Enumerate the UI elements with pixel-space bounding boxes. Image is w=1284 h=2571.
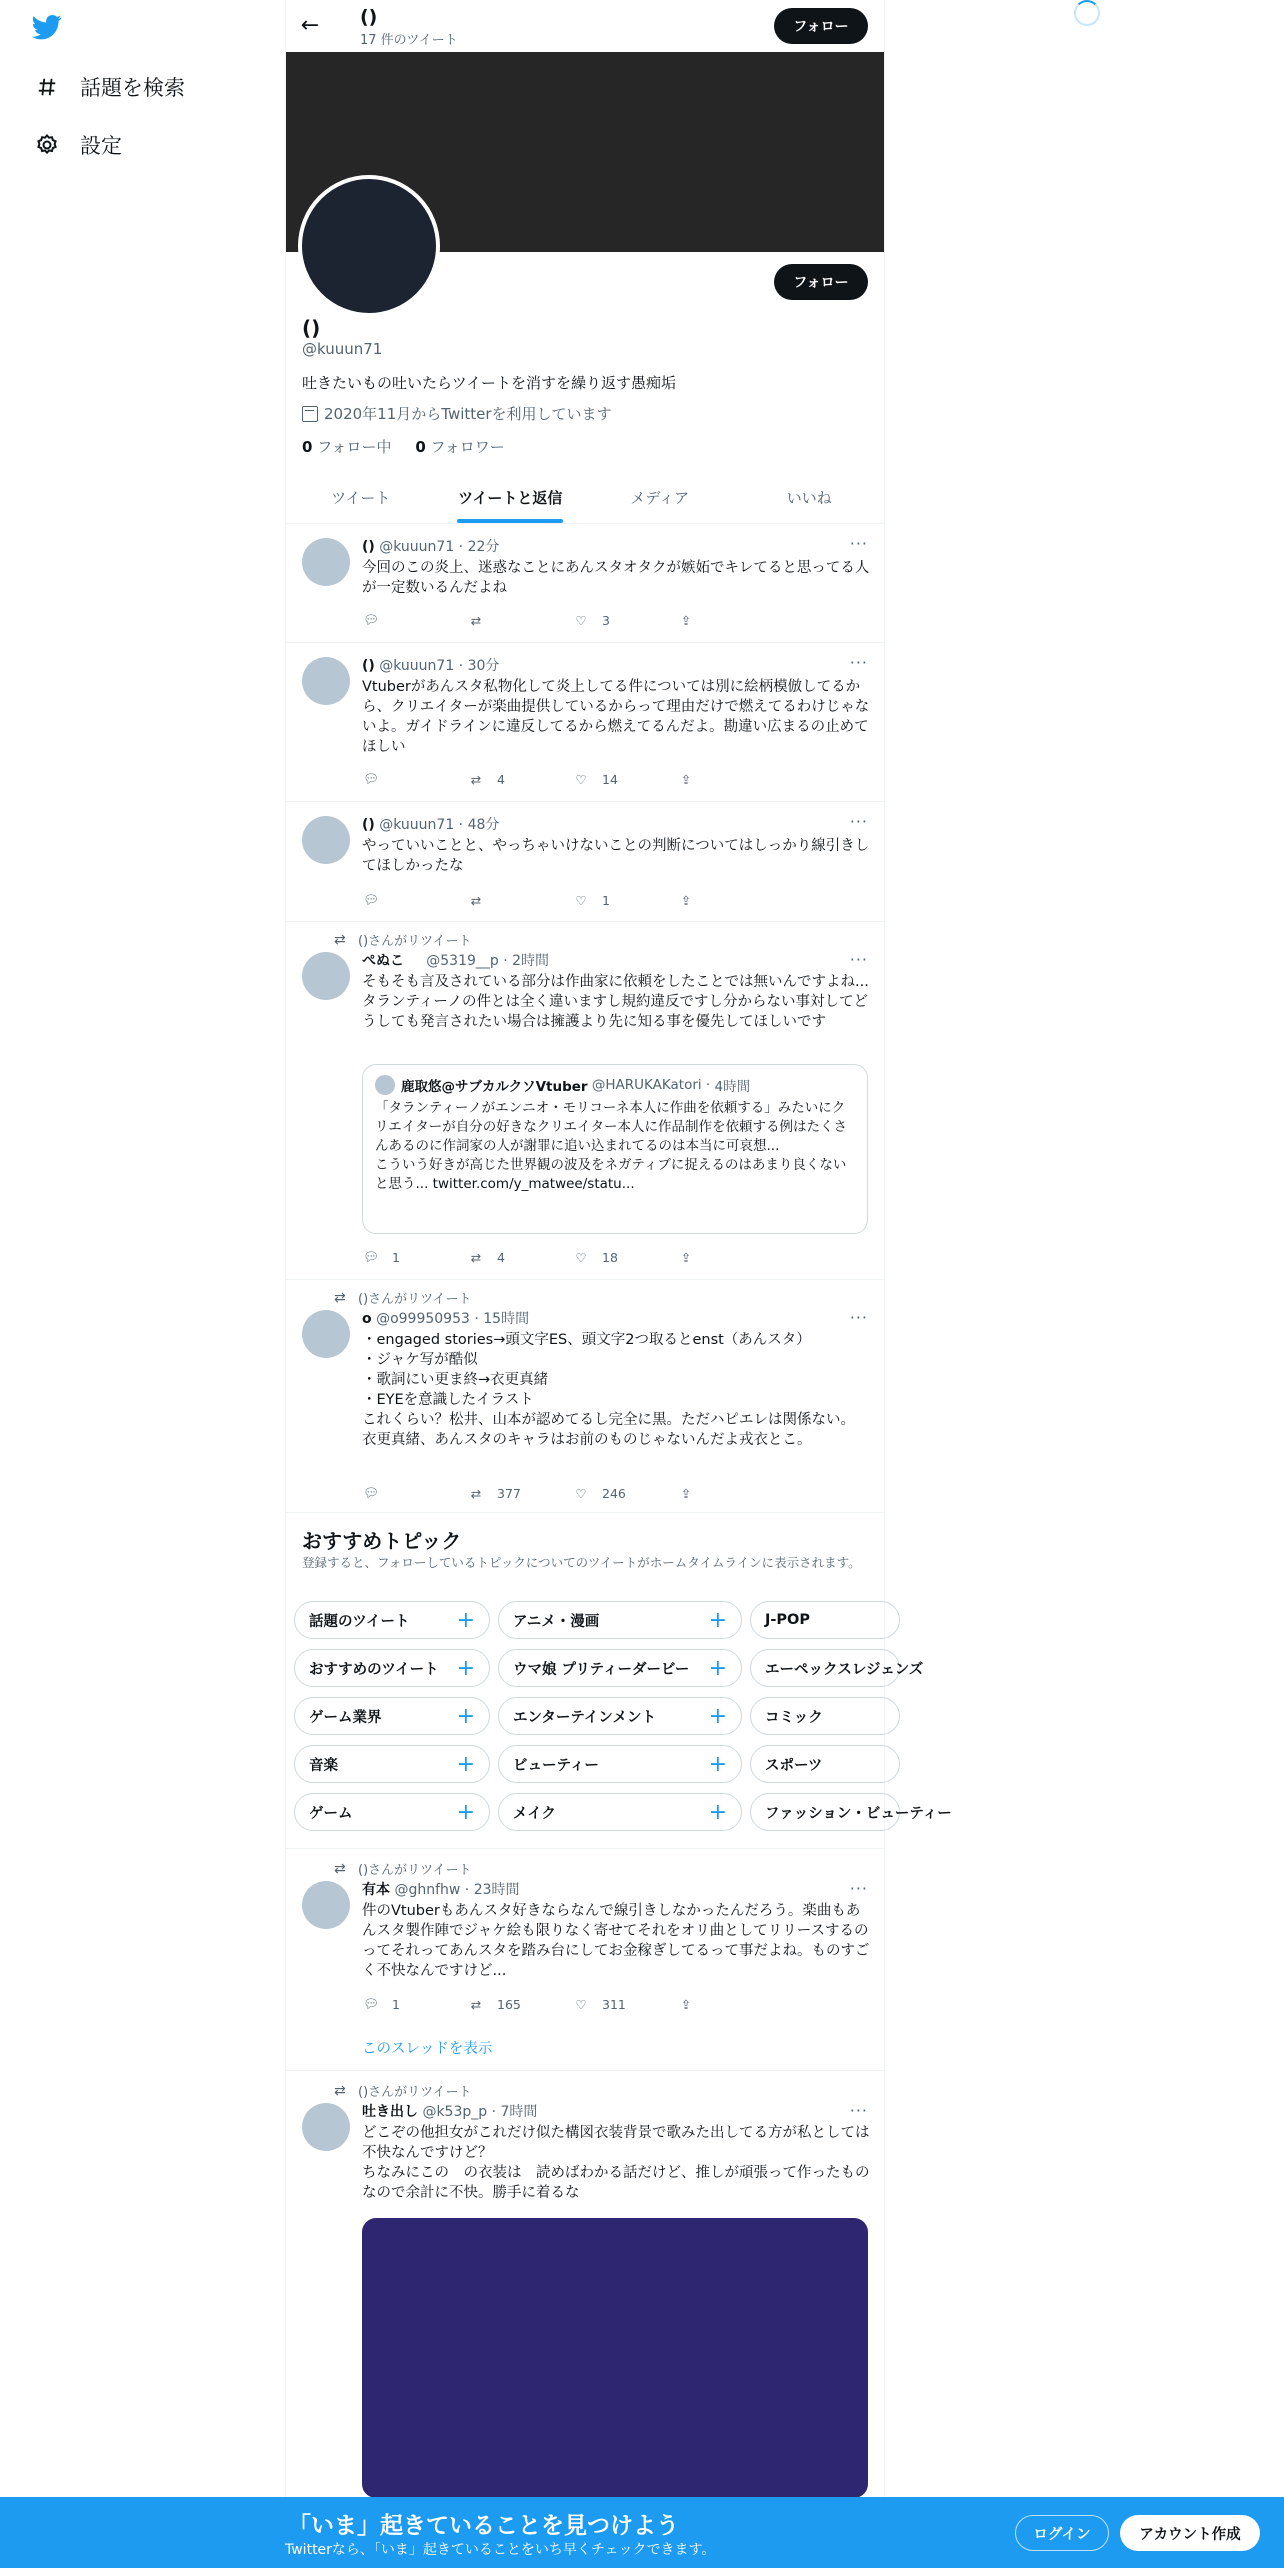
topic-chip[interactable]: [294, 1697, 490, 1735]
tweet-header: 有本 @ghnfhw · 23時間: [362, 1882, 520, 1898]
tweet-text: そもそも言及されている部分は作曲家に依頼をしたことでは無いんですよね...タランティーノの件とは全く違いますし規約違反ですし分からない事対してどうしても発言されたい場合は擁護より先に知る事を優先してほしいです: [362, 974, 869, 1030]
following-label: フォロー中: [317, 438, 392, 456]
retweet-icon: ⇄: [470, 1996, 482, 2012]
tweet[interactable]: [286, 1280, 884, 1513]
tweet-handle[interactable]: @ghnfhw: [394, 1882, 461, 1898]
like-button[interactable]: [572, 1993, 677, 2015]
tweet-time[interactable]: 30分: [467, 658, 500, 674]
tweet-handle[interactable]: @5319__p: [426, 953, 499, 969]
tweet-handle[interactable]: @kuuun71: [379, 539, 455, 555]
quote-text: 「タランティーノがエンニオ・モリコーネ本人に作曲を依頼する」みたいにクリエイターが自分の好きなクリエイター本人に作品制作を依頼する例はたくさんあるのに作詞家の人が謝罪に追い込まれてるのは本当に可哀想... こういう好きが高じた世界観の波及をネガティブに捉えるのはあまり良くないと思う... twitter.com/y_matwee/statu...: [375, 1100, 847, 1192]
topic-label: おすすめのツイート: [309, 1661, 439, 1678]
retweet-button[interactable]: [467, 1993, 572, 2015]
plus-icon: +: [456, 1655, 475, 1681]
retweet-button[interactable]: [467, 1482, 572, 1504]
topics-subtitle: 登録すると、フォローしているトピックについてのツイートがホームタイムラインに表示されます。: [302, 1555, 861, 1570]
plus-icon: +: [456, 1703, 475, 1729]
top-bar: [286, 0, 884, 52]
gear-icon: [34, 132, 60, 158]
tweet-avatar[interactable]: [302, 2103, 350, 2151]
tweet-header: 吐き出し @k53p_p · 7時間: [362, 2104, 538, 2120]
topic-chip[interactable]: [750, 1697, 900, 1735]
tweet-body: [362, 1308, 870, 1450]
topic-chip[interactable]: [750, 1601, 900, 1639]
retweet-button[interactable]: [467, 1246, 572, 1268]
retweet-icon: ⇄: [470, 1249, 482, 1265]
tweet-author[interactable]: 吐き出し: [362, 2104, 418, 2120]
tweet-body: [362, 950, 870, 1032]
tweet-time[interactable]: 15時間: [483, 1311, 530, 1327]
reply-icon: 💬︎: [363, 1996, 379, 2011]
plus-icon: +: [456, 1751, 475, 1777]
share-button[interactable]: [677, 1993, 782, 2015]
tweet-text: やっていいことと、やっちゃいけないことの判断についてはしっかり線引きしてほしかったな: [362, 838, 870, 874]
tweet-header: () @kuuun71 · 48分: [362, 817, 500, 833]
profile-follow-stats: [302, 436, 505, 457]
topic-label: ゲーム: [309, 1805, 353, 1822]
tweet-time[interactable]: 48分: [467, 817, 500, 833]
plus-icon: +: [708, 1655, 727, 1681]
recommended-topics: [286, 1513, 952, 1849]
tweet[interactable]: [286, 524, 884, 643]
topic-label: ゲーム業界: [309, 1709, 382, 1726]
tweet-header: () @kuuun71 · 22分: [362, 539, 500, 555]
reply-count: 1: [392, 1249, 400, 1265]
more-icon[interactable]: ···: [849, 2101, 868, 2120]
heart-icon: ♡: [575, 612, 587, 628]
profile-joined: [302, 403, 612, 424]
topic-label: エーペックスレジェンズ: [765, 1661, 924, 1678]
more-icon[interactable]: ···: [849, 534, 868, 553]
tweet[interactable]: [286, 922, 884, 1280]
reply-button[interactable]: [362, 768, 467, 790]
like-button[interactable]: [572, 1482, 677, 1504]
share-icon: ⇪: [680, 1249, 692, 1265]
retweet-count: 4: [497, 1249, 505, 1265]
retweeted-by[interactable]: ()さんがリツイート: [358, 1863, 472, 1878]
tweet-author[interactable]: o: [362, 1311, 372, 1327]
tweet-text: Vtuberがあんスタ私物化して炎上してる件については別に絵柄模倣してるから、クリエイターが楽曲提供しているからって理由だけで燃えてるわけじゃないよ。ガイドラインに違反してるから燃えてるんだよ。勘違い広まるの止めてほしい: [362, 679, 870, 755]
retweet-count: 4: [497, 771, 505, 787]
tweet-handle[interactable]: @kuuun71: [379, 817, 455, 833]
reply-icon: 💬︎: [363, 771, 379, 786]
like-button[interactable]: [572, 609, 677, 631]
reply-button[interactable]: [362, 1993, 467, 2015]
nav-explore[interactable]: [34, 67, 185, 107]
tweet-body: [362, 655, 870, 757]
tweet[interactable]: [286, 643, 884, 802]
topic-label: ファッション・ビューティー: [765, 1805, 952, 1822]
profile-follow-button[interactable]: フォロー: [774, 264, 868, 300]
more-icon[interactable]: ···: [849, 950, 868, 969]
tweet-actions: [362, 1993, 782, 2015]
header-follow-button[interactable]: フォロー: [774, 8, 868, 44]
retweeted-by[interactable]: ()さんがリツイート: [358, 2085, 472, 2100]
topic-label: J-POP: [765, 1612, 810, 1628]
plus-icon: +: [708, 1799, 727, 1825]
reply-button[interactable]: [362, 889, 467, 911]
more-icon[interactable]: ···: [849, 1879, 868, 1898]
plus-icon: +: [708, 1751, 727, 1777]
topic-chip[interactable]: [498, 1697, 742, 1735]
tweet-actions: [362, 889, 782, 911]
share-button[interactable]: [677, 1482, 782, 1504]
retweet-icon: ⇄: [334, 1289, 346, 1306]
share-icon: ⇪: [680, 612, 692, 628]
reply-button[interactable]: [362, 1246, 467, 1268]
share-button[interactable]: [677, 768, 782, 790]
retweeted-by[interactable]: ()さんがリツイート: [358, 1292, 472, 1307]
followers-count: 0: [415, 438, 426, 456]
retweeted-by[interactable]: ()さんがリツイート: [358, 934, 472, 949]
topic-label: スポーツ: [765, 1757, 823, 1774]
plus-icon: +: [456, 1799, 475, 1825]
login-button[interactable]: ログイン: [1015, 2515, 1109, 2551]
like-count: 14: [602, 771, 618, 787]
tweet-avatar[interactable]: [302, 952, 350, 1000]
retweet-icon: ⇄: [334, 931, 346, 948]
retweet-icon: ⇄: [470, 771, 482, 787]
following-link[interactable]: [302, 438, 391, 456]
like-count: 246: [602, 1485, 626, 1501]
like-count: 311: [602, 1996, 626, 2012]
topic-chip[interactable]: [294, 1601, 490, 1639]
left-nav: [0, 0, 285, 2568]
more-icon[interactable]: ···: [849, 653, 868, 672]
plus-icon: +: [708, 1703, 727, 1729]
tweet-header: () @kuuun71 · 30分: [362, 658, 500, 674]
retweet-icon: ⇄: [334, 1860, 346, 1877]
tab-media[interactable]: メディア: [630, 489, 690, 507]
profile-bio: 吐きたいもの吐いたらツイートを消すを繰り返す愚痴垢: [302, 374, 676, 392]
header-name: (): [360, 6, 378, 28]
tweet-body: [362, 1879, 870, 1981]
retweet-count: 165: [497, 1996, 521, 2012]
tweet-author[interactable]: (): [362, 539, 375, 555]
tweet-actions: [362, 1482, 782, 1504]
header-tweet-count: 17 件のツイート: [360, 33, 458, 48]
reply-icon: 💬︎: [363, 1249, 379, 1264]
tab-likes[interactable]: いいね: [786, 489, 832, 507]
tweet-actions: [362, 1246, 782, 1268]
more-icon[interactable]: ···: [849, 1308, 868, 1327]
heart-icon: ♡: [575, 1996, 587, 2012]
tweet-body: [362, 2101, 870, 2203]
retweet-icon: ⇄: [470, 892, 482, 908]
topic-label: ビューティー: [513, 1757, 599, 1774]
tweet-actions: [362, 609, 782, 631]
reply-icon: 💬︎: [363, 892, 379, 907]
retweet-icon: ⇄: [470, 1485, 482, 1501]
banner-subtitle: Twitterなら、「いま」起きていることをいち早くチェックできます。: [285, 2542, 716, 2558]
like-button[interactable]: [572, 889, 677, 911]
tweet-handle[interactable]: @o99950953: [376, 1311, 470, 1327]
profile-avatar[interactable]: [298, 175, 440, 317]
heart-icon: ♡: [575, 892, 587, 908]
reply-button[interactable]: [362, 1482, 467, 1504]
retweet-button[interactable]: [467, 889, 572, 911]
tab-tweets[interactable]: ツイート: [331, 489, 391, 507]
retweet-indicator: [334, 1859, 472, 1878]
topic-chip[interactable]: [750, 1793, 952, 1831]
main-column: [285, 0, 952, 2568]
like-button[interactable]: [572, 768, 677, 790]
share-icon: ⇪: [680, 892, 692, 908]
topic-chip[interactable]: [498, 1745, 742, 1783]
tweet-author[interactable]: 有本: [362, 1882, 390, 1898]
topic-chip[interactable]: [498, 1649, 742, 1687]
like-count: 3: [602, 612, 610, 628]
tweet-avatar[interactable]: [302, 1881, 350, 1929]
reply-icon: 💬︎: [363, 612, 379, 627]
tweet-text: どこぞの他担女がこれだけ似た構図衣装背景で歌みた出してる方が私としては不快なんですけど？ ちなみにこの の衣装は 読めばわかる話だけど、推しが頑張って作ったものなので余計に不快。勝手に着るな: [362, 2125, 870, 2201]
share-button[interactable]: [677, 609, 782, 631]
tweet-header: o @o99950953 · 15時間: [362, 1311, 530, 1327]
plus-icon: +: [708, 1607, 727, 1633]
twitter-logo-icon[interactable]: [30, 12, 66, 44]
signup-banner: [0, 2497, 1284, 2568]
nav-explore-label: 話題を検索: [80, 76, 185, 100]
heart-icon: ♡: [575, 1485, 587, 1501]
quote-time: 4時間: [714, 1079, 751, 1095]
topic-chip[interactable]: [294, 1745, 490, 1783]
tweet-text: ・engaged stories→頭文字ES、頭文字2つ取るとenst（あんスタ） ・ジャケ写が酷似 ・歌詞にい更ま終→衣更真緒 ・EYEを意識したイラスト これくらい？松井、山本が認めてるし完全に黒。ただハピエレは関係ない。 衣更真緒、あんスタのキャラはお前のものじゃないんだよ戎衣とこ。: [362, 1332, 855, 1448]
heart-icon: ♡: [575, 1249, 587, 1265]
profile-name: (): [302, 316, 321, 340]
topic-chip[interactable]: [498, 1793, 742, 1831]
tweet-avatar[interactable]: [302, 657, 350, 705]
following-count: 0: [302, 438, 313, 456]
tweet-avatar[interactable]: [302, 1310, 350, 1358]
quote-tweet[interactable]: [362, 1064, 868, 1234]
share-icon: ⇪: [680, 1485, 692, 1501]
tweet[interactable]: [286, 2071, 884, 2571]
share-button[interactable]: [677, 889, 782, 911]
reply-icon: 💬︎: [363, 1485, 379, 1500]
retweet-button[interactable]: [467, 768, 572, 790]
profile-handle: @kuuun71: [302, 340, 383, 358]
plus-icon: +: [456, 1607, 475, 1633]
topic-label: ウマ娘 プリティーダービー: [513, 1661, 690, 1678]
back-arrow-icon[interactable]: ←: [300, 13, 320, 38]
tweet-time[interactable]: 23時間: [473, 1882, 520, 1898]
topic-label: エンターテインメント: [513, 1709, 656, 1726]
retweet-count: 377: [497, 1485, 521, 1501]
reply-count: 1: [392, 1996, 400, 2012]
tweet-time[interactable]: 2時間: [512, 953, 550, 969]
signup-button[interactable]: アカウント作成: [1120, 2515, 1260, 2551]
tweet-author[interactable]: (): [362, 658, 375, 674]
quote-avatar: [375, 1075, 395, 1095]
profile-tabs: [286, 472, 884, 524]
tweet-text: 今回のこの炎上、迷惑なことにあんスタオタクが嫉妬でキレてると思ってる人が一定数いるんだよね: [362, 560, 870, 596]
tweet-author[interactable]: ぺぬこ: [362, 953, 404, 969]
tweet-body: [362, 814, 870, 876]
topic-label: 音楽: [309, 1757, 338, 1774]
tweet-time[interactable]: 22分: [467, 539, 500, 555]
hashtag-icon: [34, 74, 60, 100]
reply-button[interactable]: [362, 609, 467, 631]
share-icon: ⇪: [680, 1996, 692, 2012]
like-count: 1: [602, 892, 610, 908]
tweet-time[interactable]: 7時間: [500, 2104, 538, 2120]
tweet-text: 件のVtuberもあんスタ好きならなんで線引きしなかったんだろう。楽曲もあんスタ製作陣でジャケ絵も限りなく寄せてそれをオリ曲としてリリースするのってそれってあんスタを踏み台にしてお金稼ぎしてるって事だよね。ものすごく不快なんですけど...: [362, 1903, 870, 1979]
heart-icon: ♡: [575, 771, 587, 787]
tweet-author[interactable]: (): [362, 817, 375, 833]
tweet[interactable]: [286, 1849, 884, 2071]
topic-label: アニメ・漫画: [513, 1613, 600, 1630]
retweet-button[interactable]: [467, 609, 572, 631]
retweet-indicator: [334, 930, 472, 949]
tweet-actions: [362, 768, 782, 790]
retweet-indicator: [334, 2081, 472, 2100]
quote-header: 鹿取悠@サブカルクソVtuber @HARUKAKatori · 4時間: [375, 1075, 855, 1095]
quote-handle: @HARUKAKatori: [591, 1077, 702, 1093]
tweet-handle[interactable]: @kuuun71: [379, 658, 455, 674]
share-button[interactable]: [677, 1246, 782, 1268]
topic-label: 話題のツイート: [309, 1613, 410, 1630]
nav-settings-label: 設定: [80, 134, 122, 158]
like-button[interactable]: [572, 1246, 677, 1268]
tweet[interactable]: [286, 802, 884, 922]
topic-chip[interactable]: [498, 1601, 742, 1639]
topic-label: メイク: [513, 1805, 556, 1822]
tweet-media-image[interactable]: [362, 2218, 868, 2498]
loading-spinner-icon: [1074, 0, 1100, 26]
profile-joined-text: 2020年11月からTwitterを利用しています: [324, 405, 612, 423]
tab-tweets-and-replies[interactable]: ツイートと返信: [436, 472, 586, 523]
show-thread-link[interactable]: このスレッドを表示: [362, 2041, 493, 2057]
tweet-header: ぺぬこ @5319__p · 2時間: [362, 953, 550, 969]
topic-label: コミック: [765, 1709, 823, 1726]
more-icon[interactable]: ···: [849, 812, 868, 831]
topics-title: おすすめトピック: [302, 1529, 462, 1553]
topic-chip[interactable]: [294, 1649, 490, 1687]
retweet-icon: ⇄: [334, 2082, 346, 2099]
tweet-avatar[interactable]: [302, 816, 350, 864]
topic-chip[interactable]: [750, 1649, 924, 1687]
retweet-icon: ⇄: [470, 612, 482, 628]
tweet-handle[interactable]: @k53p_p: [422, 2104, 488, 2120]
share-icon: ⇪: [680, 771, 692, 787]
tweet-body: [362, 536, 870, 598]
followers-link[interactable]: [415, 438, 504, 456]
followers-label: フォロワー: [430, 438, 505, 456]
topic-chip[interactable]: [294, 1793, 490, 1831]
quote-author: 鹿取悠@サブカルクソVtuber: [401, 1079, 588, 1095]
retweet-indicator: [334, 1288, 472, 1307]
banner-title: 「いま」起きていることを見つけよう: [288, 2513, 679, 2539]
tweet-avatar[interactable]: [302, 538, 350, 586]
like-count: 18: [602, 1249, 618, 1265]
nav-settings[interactable]: [34, 125, 122, 165]
calendar-icon: [302, 406, 318, 422]
topic-chip[interactable]: [750, 1745, 900, 1783]
